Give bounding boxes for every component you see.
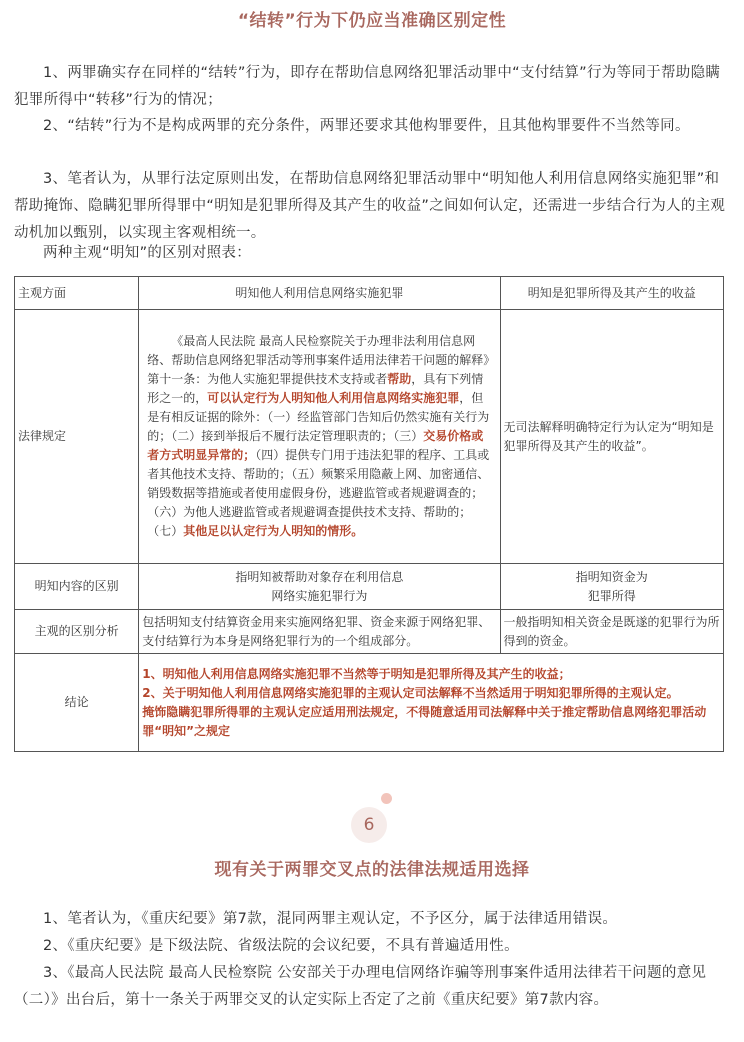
text-line: 指明知资金为 — [575, 569, 648, 584]
section-title: “结转”行为下仍应当准确区别定性 — [237, 11, 507, 31]
legal-text-cell: 无司法解释明确特定行为认定为“明知是犯罪所得及其产生的收益”。 — [500, 310, 723, 564]
row-label: 法律规定 — [15, 310, 139, 564]
text-segment: ，但是有相反证据的除外：（一）经监管部门告知后仍然实施有关行为的；（二）接到举报后不履行法定管理职责的；（三） — [147, 391, 490, 443]
conclusion-line: 2、关于明知他人利用信息网络实施犯罪的主观认定司法解释不当然适用于明知犯罪所得的主观认定。 — [142, 685, 679, 700]
table-row — [15, 654, 724, 752]
conclusion-cell — [139, 654, 724, 752]
table-header-row — [15, 277, 724, 310]
analysis-cell: 一般指明知相关资金是既遂的犯罪行为所得到的资金。 — [500, 610, 723, 654]
analysis-cell: 包括明知支付结算资金用来实施网络犯罪、资金来源于网络犯罪、支付结算行为本身是网络犯罪行为的一个组成部分。 — [139, 610, 500, 654]
content-cell — [139, 564, 500, 610]
highlight-text: 帮助 — [387, 372, 412, 386]
paragraph: 2、《重庆纪要》是下级法院、省级法院的会议纪要，不具有普遍适用性。 — [43, 938, 519, 954]
content-cell — [500, 564, 723, 610]
highlight-text: 交易价格或者方式明显异常的； — [147, 429, 484, 462]
row-label: 主观的区别分析 — [15, 610, 139, 654]
paragraph: 1、笔者认为，《重庆纪要》第7款，混同两罪主观认定，不予区分，属于法律适用错误。 — [43, 911, 618, 927]
paragraph: 2、“结转”行为不是构成两罪的充分条件，两罪还要求其他构罪要件，且其他构罪要件不当然等同。 — [43, 118, 690, 134]
paragraph: 3、笔者认为，从罪行法定原则出发，在帮助信息网络犯罪活动罪中“明知他人利用信息网络实施犯罪”和帮助掩饰、隐瞒犯罪所得罪中“明知是犯罪所得及其产生的收益”之间如何认定，还需进一步结合行为人的主观动机加以甄别，以实现主客观相统一。 — [14, 171, 726, 241]
text-segment: ，具有下列情形之一的， — [147, 372, 484, 405]
row-label: 结论 — [15, 654, 139, 752]
section-title: 现有关于两罪交叉点的法律法规适用选择 — [214, 860, 530, 880]
decorative-dot — [381, 793, 392, 804]
conclusion-line: 1、明知他人利用信息网络实施犯罪不当然等于明知是犯罪所得及其产生的收益； — [142, 666, 571, 681]
header-cell: 明知是犯罪所得及其产生的收益 — [500, 277, 723, 310]
comparison-table — [14, 276, 724, 752]
header-cell: 主观方面 — [15, 277, 139, 310]
text-segment: （四）提供专门用于违法犯罪的程序、工具或者其他技术支持、帮助的；（五）频繁采用隐蔽上网、加密通信、销毁数据等措施或者使用虚假身份，逃避监管或者规避调查的；（六）为他人逃避监管或者规避调查提供技术支持、帮助的；（七） — [147, 448, 490, 538]
paragraph: 3、《最高人民法院 最高人民检察院 公安部关于办理电信网络诈骗等刑事案件适用法律若干问题的意见（二）》出台后，第十一条关于两罪交叉的认定实际上否定了之前《重庆纪要》第7款内容。 — [14, 965, 707, 1008]
text-segment: 《最高人民法院 最高人民检察院关于办理非法利用信息网络、帮助信息网络犯罪活动等刑事案件适用法律若干问题的解释》第十一条：为他人实施犯罪提供技术支持或者 — [147, 334, 490, 386]
row-label: 明知内容的区别 — [15, 564, 139, 610]
table-caption: 两种主观“明知”的区别对照表： — [43, 245, 252, 261]
header-cell: 明知他人利用信息网络实施犯罪 — [139, 277, 500, 310]
table-row — [15, 310, 724, 564]
highlight-text: 其他足以认定行为人明知的情形。 — [183, 524, 364, 538]
highlight-text: 可以认定行为人明知他人利用信息网络实施犯罪 — [207, 391, 460, 405]
section-number-badge: 6 — [351, 807, 387, 843]
text-line: 犯罪所得 — [587, 588, 636, 603]
table-row — [15, 610, 724, 654]
conclusion-line: 掩饰隐瞒犯罪所得罪的主观认定应适用刑法规定，不得随意适用司法解释中关于推定帮助信息网络犯罪活动罪“明知”之规定 — [142, 704, 707, 738]
text-line: 指明知被帮助对象存在利用信息 — [235, 569, 404, 584]
paragraph: 1、两罪确实存在同样的“结转”行为，即存在帮助信息网络犯罪活动罪中“支付结算”行为等同于帮助隐瞒犯罪所得中“转移”行为的情况； — [14, 65, 721, 108]
legal-text-cell — [139, 310, 500, 564]
table-row — [15, 564, 724, 610]
text-line: 网络实施犯罪行为 — [271, 588, 368, 603]
